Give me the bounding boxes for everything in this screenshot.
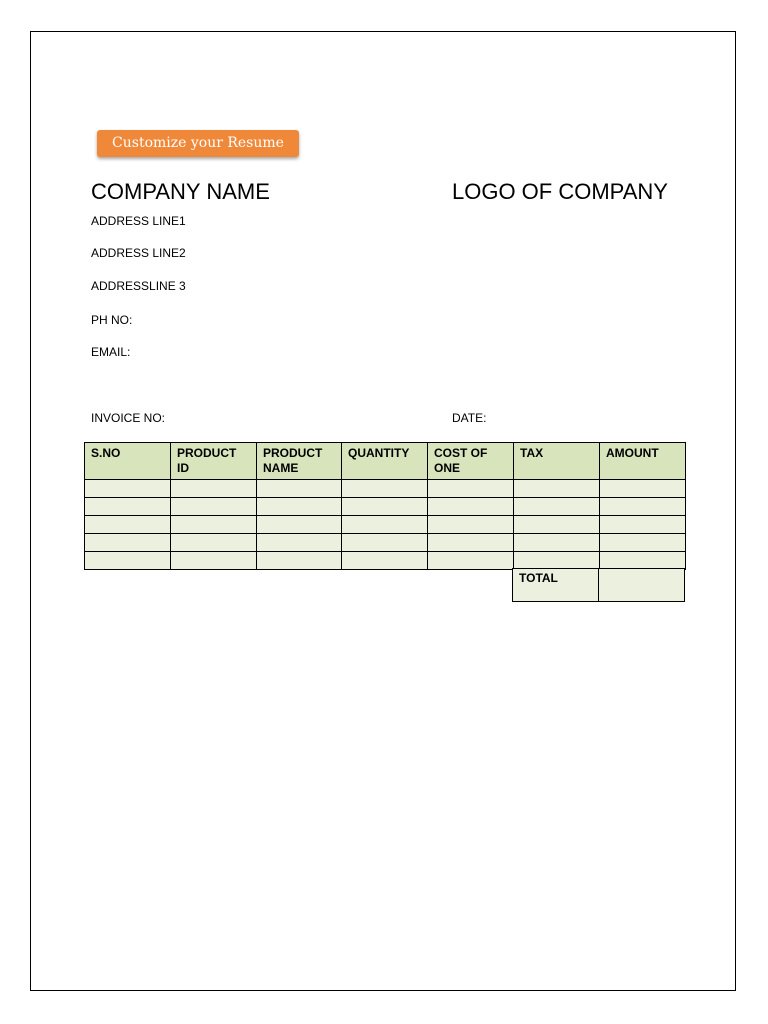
address-line-1: ADDRESS LINE1	[91, 214, 186, 228]
table-row	[85, 498, 686, 516]
phone-label: PH NO:	[91, 313, 133, 327]
table-row	[85, 516, 686, 534]
column-header-amount: AMOUNT	[600, 443, 686, 480]
table-cell[interactable]	[257, 480, 342, 498]
customize-resume-button[interactable]: Customize your Resume	[97, 130, 299, 157]
table-cell[interactable]	[257, 516, 342, 534]
column-header-tax: TAX	[514, 443, 600, 480]
table-cell[interactable]	[85, 498, 171, 516]
table-cell[interactable]	[428, 498, 514, 516]
table-cell[interactable]	[600, 552, 686, 570]
column-header-quantity: QUANTITY	[342, 443, 428, 480]
table-cell[interactable]	[428, 534, 514, 552]
total-row	[513, 569, 685, 602]
table-cell[interactable]	[600, 534, 686, 552]
table-cell[interactable]	[600, 480, 686, 498]
table-cell[interactable]	[171, 552, 257, 570]
table-row	[85, 480, 686, 498]
address-line-2: ADDRESS LINE2	[91, 246, 186, 260]
table-cell[interactable]	[171, 498, 257, 516]
table-cell[interactable]	[171, 480, 257, 498]
table-cell[interactable]	[428, 516, 514, 534]
column-header-product-id: PRODUCT ID	[171, 443, 257, 480]
table-cell[interactable]	[514, 534, 600, 552]
company-logo-placeholder: LOGO OF COMPANY	[452, 179, 668, 204]
company-name: COMPANY NAME	[91, 179, 270, 204]
table-cell[interactable]	[257, 552, 342, 570]
email-label: EMAIL:	[91, 345, 131, 359]
table-cell[interactable]	[257, 534, 342, 552]
table-cell[interactable]	[342, 498, 428, 516]
table-cell[interactable]	[342, 552, 428, 570]
column-header-sno: S.NO	[85, 443, 171, 480]
table-row	[85, 534, 686, 552]
table-cell[interactable]	[600, 516, 686, 534]
table-cell[interactable]	[514, 498, 600, 516]
column-header-cost-of-one: COST OF ONE	[428, 443, 514, 480]
table-cell[interactable]	[85, 516, 171, 534]
table-cell[interactable]	[342, 480, 428, 498]
total-value-cell[interactable]	[599, 569, 685, 602]
table-cell[interactable]	[171, 516, 257, 534]
table-cell[interactable]	[85, 480, 171, 498]
table-cell[interactable]	[514, 516, 600, 534]
total-label: TOTAL	[513, 569, 599, 602]
table-cell[interactable]	[514, 480, 600, 498]
address-line-3: ADDRESSLINE 3	[91, 279, 186, 293]
table-cell[interactable]	[428, 480, 514, 498]
column-header-product-name: PRODUCT NAME	[257, 443, 342, 480]
table-cell[interactable]	[342, 534, 428, 552]
table-cell[interactable]	[85, 534, 171, 552]
date-label: DATE:	[452, 411, 487, 425]
total-table	[512, 568, 685, 602]
invoice-number-label: INVOICE NO:	[91, 411, 166, 425]
table-row	[85, 552, 686, 570]
table-cell[interactable]	[85, 552, 171, 570]
table-header-row	[85, 443, 686, 480]
table-cell[interactable]	[514, 552, 600, 570]
table-cell[interactable]	[171, 534, 257, 552]
table-cell[interactable]	[257, 498, 342, 516]
table-cell[interactable]	[342, 516, 428, 534]
table-cell[interactable]	[428, 552, 514, 570]
table-cell[interactable]	[600, 498, 686, 516]
invoice-items-table	[84, 442, 686, 570]
